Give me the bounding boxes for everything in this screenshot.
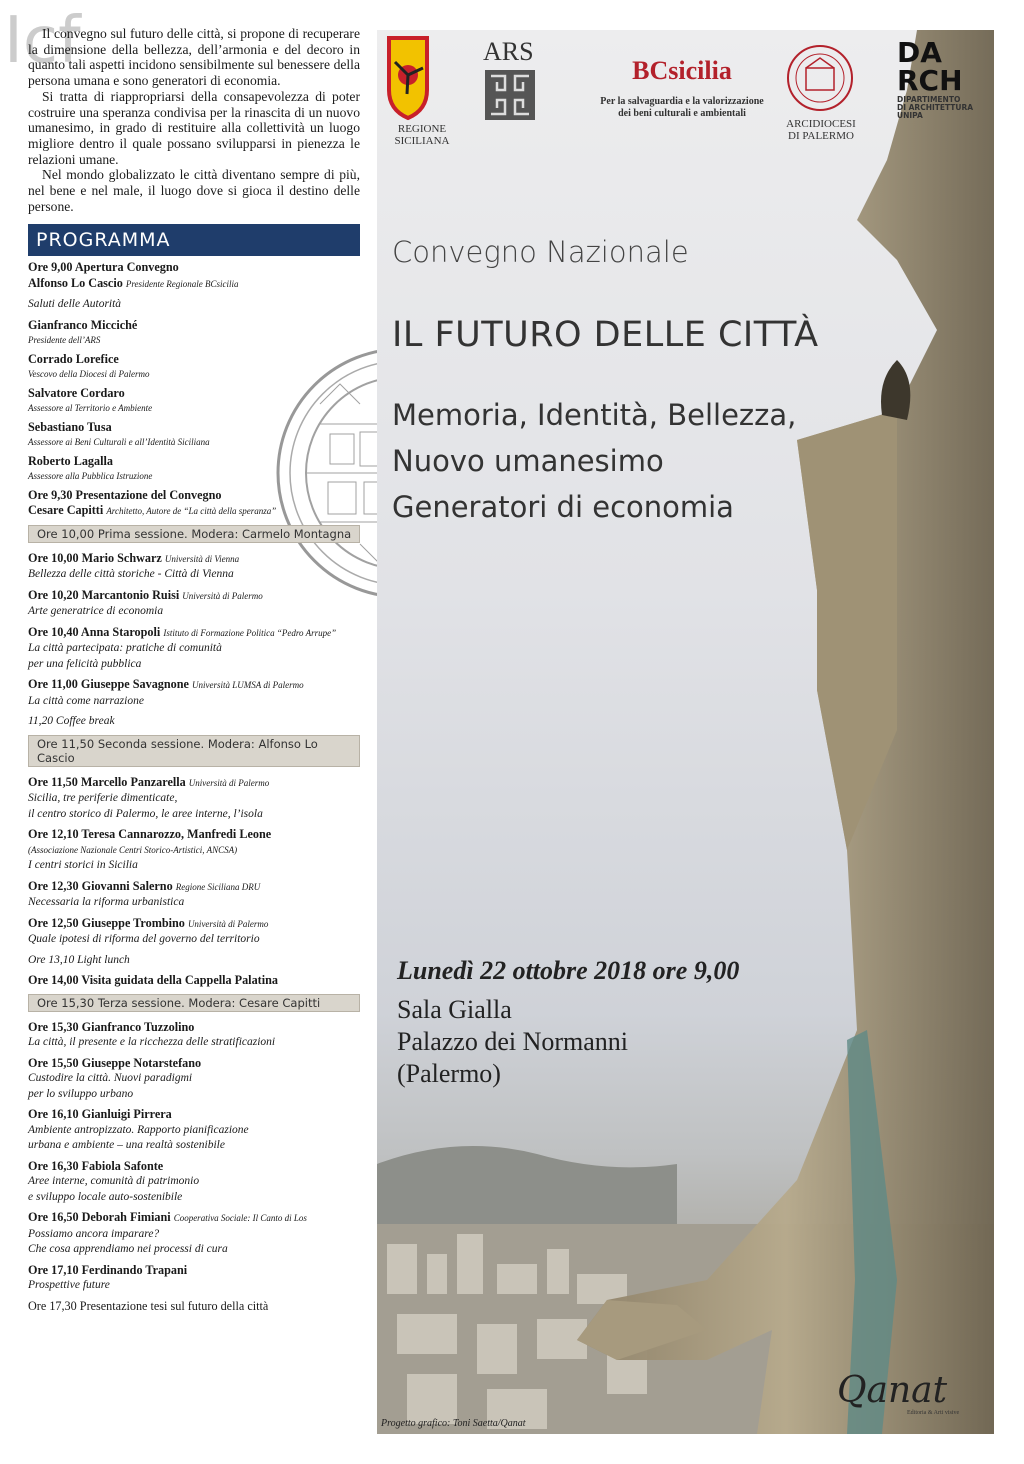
authority-role: Presidente dell’ARS bbox=[28, 335, 101, 346]
speaker-affiliation: Regione Siciliana DRU bbox=[175, 881, 261, 892]
talk-title: Custodire la città. Nuovi paradigmi bbox=[28, 1072, 193, 1085]
talk-title: Quale ipotesi di riforma del governo del territorio bbox=[28, 933, 260, 946]
bcsicilia-logo-text: BCsicilia bbox=[632, 56, 732, 85]
authority-role: Assessore ai Beni Culturali e all’Identità Siciliana bbox=[28, 437, 210, 448]
arcidiocesi-seal-logo bbox=[788, 46, 852, 110]
talk-title: Possiamo ancora imparare? bbox=[28, 1227, 160, 1240]
speaker-name: Alfonso Lo Cascio bbox=[28, 275, 123, 290]
talk-title: Sicilia, tre periferie dimenticate, bbox=[28, 792, 178, 805]
talk-time-speaker: Ore 12,30 Giovanni Salerno bbox=[28, 878, 173, 893]
qanat-logo: Qanat bbox=[837, 1370, 948, 1411]
talk-title: Necessaria la riforma urbanistica bbox=[28, 896, 185, 909]
program-entry bbox=[28, 677, 360, 709]
venue-line: Sala Gialla bbox=[397, 995, 512, 1024]
entry-note: 11,20 Coffee break bbox=[28, 715, 115, 728]
talk-time-speaker: Ore 11,50 Marcello Panzarella bbox=[28, 774, 186, 789]
talk-header bbox=[28, 775, 360, 792]
talk-header bbox=[28, 916, 360, 933]
svg-text:DA: DA bbox=[897, 36, 942, 69]
talk-title: Bellezza delle città storiche - Città di Vienna bbox=[28, 568, 234, 581]
program-entry bbox=[28, 879, 360, 911]
intro-paragraph: Nel mondo globalizzato le città diventano sempre di più, nel bene e nel male, il luogo dove si gioca il destino delle persone. bbox=[28, 167, 360, 214]
program-list bbox=[28, 260, 360, 1314]
talk-time-speaker: Ore 10,20 Marcantonio Ruisi bbox=[28, 587, 180, 602]
event-subtitle bbox=[392, 392, 796, 530]
talk-header bbox=[28, 1056, 360, 1072]
program-entry bbox=[28, 625, 360, 673]
authority-role: Assessore alla Pubblica Istruzione bbox=[28, 471, 153, 482]
talk-time-speaker: Ore 14,00 Visita guidata della Cappella Palatina bbox=[28, 973, 278, 988]
subtitle-line: Generatori di economia bbox=[392, 490, 734, 524]
talk-header bbox=[28, 677, 360, 694]
event-date: Lunedì 22 ottobre 2018 ore 9,00 bbox=[397, 956, 740, 985]
talk-time-speaker: Ore 15,30 Gianfranco Tuzzolino bbox=[28, 1019, 195, 1034]
event-title: IL FUTURO DELLE CITTÀ bbox=[392, 315, 819, 355]
entry-time-title: Ore 17,30 Presentazione tesi sul futuro della città bbox=[28, 1298, 269, 1313]
program-entry bbox=[28, 1020, 360, 1051]
program-entry bbox=[28, 973, 360, 989]
speaker-affiliation: Università LUMSA di Palermo bbox=[192, 680, 304, 691]
authority-role: Vescovo della Diocesi di Palermo bbox=[28, 369, 150, 380]
talk-title: Ambiente antropizzato. Rapporto pianificazione bbox=[28, 1123, 249, 1136]
talk-title: La città, il presente e la ricchezza delle stratificazioni bbox=[28, 1036, 276, 1049]
talk-time-speaker: Ore 10,40 Anna Staropoli bbox=[28, 624, 161, 639]
entry-note: Saluti delle Autorità bbox=[28, 298, 122, 311]
intro-paragraph: Il convegno sul futuro delle città, si propone di recuperare la dimensione della bellezza, dell’armonia e del decoro in quanto tali aspetti incidono sensibilmente sul benessere della persona umana e sono generatori di economia. bbox=[28, 26, 360, 89]
talk-header bbox=[28, 1107, 360, 1123]
program-column bbox=[28, 26, 360, 1319]
speaker-affiliation: Presidente Regionale BCsicilia bbox=[125, 278, 239, 289]
intro-paragraph: Si tratta di riappropriarsi della consapevolezza di poter costruire una speranza condivisa per la rinascita di un nuovo umanesimo, in grado di restituire alla collettività un luogo migliore dentro il quale possano svilupparsi in pienezza le relazioni umane. bbox=[28, 88, 360, 167]
talk-time-speaker: Ore 12,10 Teresa Cannarozzo, Manfredi Leone bbox=[28, 827, 272, 842]
svg-text:RCH: RCH bbox=[897, 64, 963, 97]
venue-line: (Palermo) bbox=[397, 1059, 501, 1088]
entry-note: Ore 13,10 Light lunch bbox=[28, 953, 130, 966]
intro-text bbox=[28, 26, 360, 214]
talk-time-speaker: Ore 15,50 Giuseppe Notarstefano bbox=[28, 1055, 202, 1070]
program-entry bbox=[28, 916, 360, 948]
talk-title: (Associazione Nazionale Centri Storico-Artistici, ANCSA) bbox=[28, 844, 238, 855]
talk-title: il centro storico di Palermo, le aree interne, l’isola bbox=[28, 807, 263, 820]
talk-title: Che cosa apprendiamo nei processi di cura bbox=[28, 1243, 228, 1256]
talk-title: I centri storici in Sicilia bbox=[28, 859, 138, 872]
speaker-affiliation: Università di Palermo bbox=[182, 590, 263, 601]
talk-title: La città partecipata: pratiche di comunità bbox=[28, 642, 222, 655]
speaker-affiliation: Università di Vienna bbox=[164, 553, 240, 564]
program-entry bbox=[28, 318, 360, 349]
talk-title: Prospettive future bbox=[28, 1279, 110, 1292]
talk-time-speaker: Ore 11,00 Giuseppe Savagnone bbox=[28, 677, 189, 692]
talk-title: La città come narrazione bbox=[28, 694, 144, 707]
svg-text:ARS: ARS bbox=[483, 37, 534, 66]
talk-time-speaker: Ore 10,00 Mario Schwarz bbox=[28, 550, 162, 565]
program-entry bbox=[28, 1263, 360, 1294]
program-entry bbox=[28, 588, 360, 620]
speaker-affiliation: Università di Palermo bbox=[188, 777, 270, 788]
qanat-tagline: Editoria & Arti visive bbox=[907, 1410, 960, 1416]
talk-header bbox=[28, 879, 360, 896]
talk-header bbox=[28, 827, 360, 843]
program-entry bbox=[28, 775, 360, 823]
talk-title: Aree interne, comunità di patrimonio bbox=[28, 1175, 200, 1188]
talk-header bbox=[28, 1020, 360, 1036]
program-entry bbox=[28, 488, 360, 520]
talk-time-speaker: Ore 17,10 Ferdinando Trapani bbox=[28, 1262, 188, 1277]
program-entry bbox=[28, 260, 360, 292]
speaker-affiliation: Architetto, Autore de “La città della speranza” bbox=[106, 506, 277, 517]
svg-text:Icf: Icf bbox=[4, 4, 81, 78]
ars-logo bbox=[483, 37, 535, 120]
program-entry bbox=[28, 420, 360, 451]
session-header: Ore 11,50 Seconda sessione. Modera: Alfonso Lo Cascio bbox=[28, 735, 360, 767]
program-entry bbox=[28, 352, 360, 383]
logo-bar bbox=[377, 30, 994, 150]
talk-header bbox=[28, 1210, 360, 1227]
speaker-affiliation: Università di Palermo bbox=[187, 918, 269, 929]
program-entry bbox=[28, 1159, 360, 1206]
entry-speaker bbox=[28, 503, 360, 520]
darch-label: DIPARTIMENTO DI ARCHITETTURA UNIPA bbox=[897, 95, 974, 120]
subtitle-line: Nuovo umanesimo bbox=[392, 444, 664, 478]
program-entry bbox=[28, 1107, 360, 1154]
authority-name: Roberto Lagalla bbox=[28, 453, 113, 468]
program-entry bbox=[28, 827, 360, 874]
talk-time-speaker: Ore 16,50 Deborah Fimiani bbox=[28, 1210, 171, 1225]
talk-header bbox=[28, 1159, 360, 1175]
arcidiocesi-label: ARCIDIOCESI DI PALERMO bbox=[786, 118, 856, 142]
authority-name: Salvatore Cordaro bbox=[28, 385, 125, 400]
regione-siciliana-label: REGIONE SICILIANA bbox=[394, 123, 450, 147]
program-entry bbox=[28, 1210, 360, 1258]
convegno-heading: Convegno Nazionale bbox=[392, 235, 689, 269]
talk-title: urbana e ambiente – una realtà sostenibile bbox=[28, 1139, 225, 1152]
program-entry bbox=[28, 953, 360, 969]
program-entry bbox=[28, 1056, 360, 1103]
authority-role: Assessore al Territorio e Ambiente bbox=[28, 403, 153, 414]
talk-title: per lo sviluppo urbano bbox=[28, 1087, 134, 1100]
talk-title: per una felicità pubblica bbox=[28, 657, 142, 670]
speaker-affiliation: Cooperativa Sociale: Il Canto di Los bbox=[173, 1213, 307, 1224]
venue-line: Palazzo dei Normanni bbox=[397, 1027, 629, 1056]
authority-name: Gianfranco Micciché bbox=[28, 317, 138, 332]
authority-name: Sebastiano Tusa bbox=[28, 419, 112, 434]
design-credit: Progetto grafico: Toni Saetta/Qanat bbox=[381, 1418, 526, 1429]
program-entry bbox=[28, 386, 360, 417]
program-entry bbox=[28, 551, 360, 583]
entry-time-title: Ore 9,30 Presentazione del Convegno bbox=[28, 487, 222, 502]
darch-logo bbox=[897, 36, 963, 97]
session-header: Ore 15,30 Terza sessione. Modera: Cesare Capitti bbox=[28, 994, 360, 1012]
talk-time-speaker: Ore 12,50 Giuseppe Trombino bbox=[28, 915, 185, 930]
entry-time-title: Ore 9,00 Apertura Convegno bbox=[28, 260, 179, 275]
event-venue bbox=[397, 988, 628, 1090]
programma-header: PROGRAMMA bbox=[28, 224, 360, 256]
bcsicilia-tagline: Per la salvaguardia e la valorizzazione dei beni culturali e ambientali bbox=[600, 96, 764, 119]
program-entry bbox=[28, 714, 360, 730]
speaker-affiliation: Istituto di Formazione Politica “Pedro Arrupe” bbox=[163, 627, 337, 638]
talk-header bbox=[28, 973, 360, 989]
talk-title: Arte generatrice di economia bbox=[28, 605, 164, 618]
entry-speaker bbox=[28, 276, 360, 293]
regione-siciliana-logo bbox=[389, 38, 427, 118]
talk-title: e sviluppo locale auto-sostenibile bbox=[28, 1190, 183, 1203]
talk-time-speaker: Ore 16,30 Fabiola Safonte bbox=[28, 1158, 164, 1173]
program-entry bbox=[28, 297, 360, 313]
talk-header bbox=[28, 1263, 360, 1279]
talk-time-speaker: Ore 16,10 Gianluigi Pirrera bbox=[28, 1107, 172, 1122]
session-header: Ore 10,00 Prima sessione. Modera: Carmelo Montagna bbox=[28, 525, 360, 543]
speaker-name: Cesare Capitti bbox=[28, 503, 104, 518]
program-entry bbox=[28, 1299, 360, 1315]
talk-header bbox=[28, 588, 360, 605]
talk-header bbox=[28, 625, 360, 642]
authority-name: Corrado Lorefice bbox=[28, 351, 119, 366]
event-poster bbox=[377, 30, 994, 1434]
program-entry bbox=[28, 454, 360, 485]
subtitle-line: Memoria, Identità, Bellezza, bbox=[392, 398, 797, 432]
talk-header bbox=[28, 551, 360, 568]
